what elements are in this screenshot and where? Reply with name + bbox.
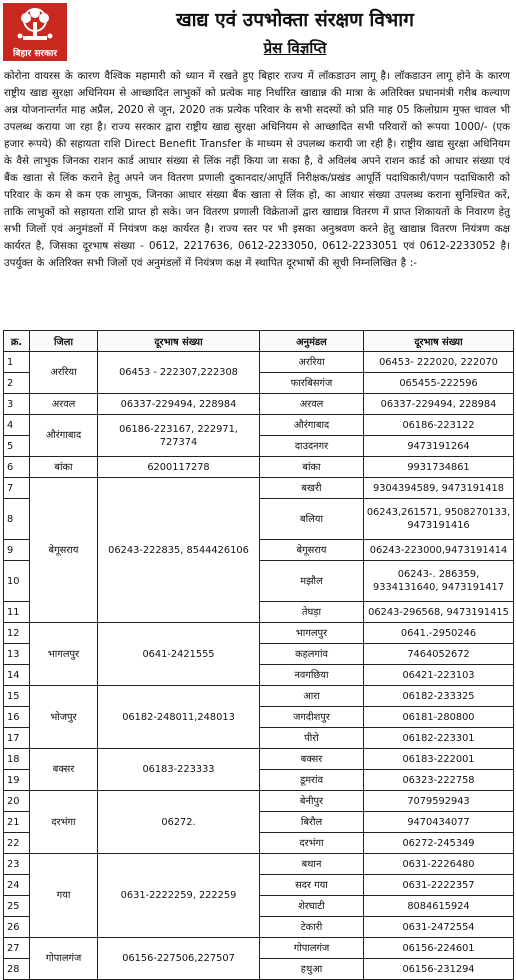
table-row <box>4 749 514 770</box>
subdivision-cell: भागलपुर <box>260 623 364 644</box>
table-row <box>4 415 514 436</box>
district-cell: अरवल <box>30 394 98 415</box>
subdivision-cell: बलिया <box>260 499 364 540</box>
district-cell: अररिया <box>30 352 98 394</box>
serial-cell: 24 <box>4 875 30 896</box>
district-phone-cell: 06156-227506,227507 <box>98 938 260 980</box>
subdivision-cell: नवगछिया <box>260 665 364 686</box>
subdivision-phone-cell: 9473191264 <box>364 436 514 457</box>
subdivision-phone-cell: 06337-229494, 228984 <box>364 394 514 415</box>
subdivision-phone-cell: 06453- 222020, 222070 <box>364 352 514 373</box>
subdivision-cell: फारबिसगंज <box>260 373 364 394</box>
subdivision-cell: डूमरांव <box>260 770 364 791</box>
serial-cell: 17 <box>4 728 30 749</box>
table-header-row <box>4 331 514 352</box>
district-phone-cell: 06183-223333 <box>98 749 260 791</box>
subdivision-cell: सदर गया <box>260 875 364 896</box>
serial-cell: 14 <box>4 665 30 686</box>
subdivision-phone-cell: 06243-223000,9473191414 <box>364 540 514 561</box>
subdivision-phone-cell: 06182-233325 <box>364 686 514 707</box>
subdivision-phone-cell: 0641.-2950246 <box>364 623 514 644</box>
bihar-government-logo <box>3 3 67 61</box>
col-header-district: जिला <box>30 331 98 352</box>
subdivision-cell: कहलगांव <box>260 644 364 665</box>
serial-cell: 21 <box>4 812 30 833</box>
subdivision-phone-cell: 9470434077 <box>364 812 514 833</box>
serial-cell: 5 <box>4 436 30 457</box>
subdivision-cell: दाउदनगर <box>260 436 364 457</box>
district-phone-cell: 06337-229494, 228984 <box>98 394 260 415</box>
col-header-subdivision: अनुमंडल <box>260 331 364 352</box>
district-cell: भोजपुर <box>30 686 98 749</box>
district-phone-cell: 06272. <box>98 791 260 854</box>
district-phone-cell: 6200117278 <box>98 457 260 478</box>
serial-cell: 10 <box>4 561 30 602</box>
subdivision-phone-cell: 065455-222596 <box>364 373 514 394</box>
district-phone-cell: 06186-223167, 222971, 727374 <box>98 415 260 457</box>
subdivision-phone-cell: 06186-223122 <box>364 415 514 436</box>
serial-cell: 8 <box>4 499 30 540</box>
subdivision-phone-cell: 06183-222001 <box>364 749 514 770</box>
table-row <box>4 938 514 959</box>
subdivision-cell: बथान <box>260 854 364 875</box>
district-cell: औरंगाबाद <box>30 415 98 457</box>
table-row <box>4 478 514 499</box>
subdivision-cell: मझौल <box>260 561 364 602</box>
subdivision-phone-cell: 8084615924 <box>364 896 514 917</box>
subdivision-cell: अररिया <box>260 352 364 373</box>
control-room-phone-table <box>3 330 514 980</box>
serial-cell: 11 <box>4 602 30 623</box>
district-phone-cell: 06243-222835, 8544426106 <box>98 478 260 623</box>
col-header-subdivision-phone: दूरभाष संख्या <box>364 331 514 352</box>
serial-cell: 26 <box>4 917 30 938</box>
col-header-serial: क्र. <box>4 331 30 352</box>
serial-cell: 20 <box>4 791 30 812</box>
subdivision-phone-cell: 06182-223301 <box>364 728 514 749</box>
subdivision-cell: बिरौल <box>260 812 364 833</box>
serial-cell: 15 <box>4 686 30 707</box>
district-cell: बक्सर <box>30 749 98 791</box>
serial-cell: 27 <box>4 938 30 959</box>
table-row <box>4 623 514 644</box>
district-phone-cell: 0641-2421555 <box>98 623 260 686</box>
district-cell: गोपालगंज <box>30 938 98 980</box>
subdivision-phone-cell: 0631-2472554 <box>364 917 514 938</box>
subdivision-phone-cell: 9931734861 <box>364 457 514 478</box>
press-release-body: कोरोना वायरस के कारण वैश्विक महामारी को ध्यान में रखते हुए बिहार राज्य में लॉकडाउन लागू है। लॉकडाउन लागू होने के कारण राष्ट्रीय खाद्य सुरक्षा अधिनियम से आच्छादित लाभुकों को प्रत्येक माह निर्धारित खाद्यान्न की मात्रा के अतिरिक्त प्रधानमंत्री गरीब कल्याण अन्न योजनान्तर्गत माह अप्रैल, 2020 से जून, 2020 तक प्रत्येक परिवार के सभी सदस्यों को प्रति माह 05 किलोग्राम मुफ्त चावल भी उपलब्ध कराया जा रहा है। राज्य सरकार द्वारा राष्ट्रीय खाद्य सुरक्षा अधिनियम से आच्छादित सभी परिवारों को रूपया 1000/- (एक हजार रूपये) की सहायता राशि Direct Benefit Transfer के माध्यम से उपलब्ध करायी जा रही है। राष्ट्रीय खाद्य सुरक्षा अधिनियम के वैसे लाभुक जिनका राशन कार्ड आधार संख्या से लिंक नहीं किया जा सका है, वे अविलंब अपने राशन कार्ड को आधार संख्या एवं बैंक खाता से लिंक कराने हेतु अपने जन वितरण प्रणाली दुकानदार/आपूर्ति निरीक्षक/प्रखंड आपूर्ति पदाधिकारी/पणन पदाधिकारी को परिवार के कम से कम एक लाभुक, जिनका आधार संख्या बैंक खाता से लिंक हो, का आधार संख्या उपलब्ध कराना सुनिश्चित करें, ताकि लाभुकों को सहायता राशि प्राप्त हो सके। जन वितरण प्रणाली विक्रेताओं द्वारा खाद्यान्न वितरण में प्राप्त शिकायतों के निवारण हेतु सभी जिलों एवं अनुमंडलों में नियंत्रण कक्ष कार्यरत है। राज्य स्तर पर भी इसका अनुश्रवण करने हेतु खाद्यान्न वितरण नियंत्रण कक्ष कार्यरत है, जिसका दूरभाष संख्या - 0612, 2217636, 0612-2233050, 0612-2233051 एवं 0612-2233052 है। उपर्युक्त के अतिरिक्त सभी जिलों एवं अनुमंडलों में नियंत्रण कक्ष में स्थापित दूरभाषों की सूची निम्नलिखित है :- <box>4 70 510 269</box>
subdivision-cell: आरा <box>260 686 364 707</box>
serial-cell: 12 <box>4 623 30 644</box>
table-row <box>4 457 514 478</box>
logo-caption: बिहार सरकार <box>12 49 58 59</box>
subdivision-phone-cell: 06243,261571, 9508270133, 9473191416 <box>364 499 514 540</box>
subdivision-cell: गोपालगंज <box>260 938 364 959</box>
subdivision-phone-cell: 7079592943 <box>364 791 514 812</box>
subdivision-cell: पीरो <box>260 728 364 749</box>
bodhi-tree-icon <box>11 6 59 46</box>
subdivision-phone-cell: 0631-2226480 <box>364 854 514 875</box>
subdivision-phone-cell: 06243-. 286359, 9334131640, 9473191417 <box>364 561 514 602</box>
subdivision-cell: शेरघाटी <box>260 896 364 917</box>
serial-cell: 22 <box>4 833 30 854</box>
subdivision-phone-cell: 06323-222758 <box>364 770 514 791</box>
district-phone-cell: 06182-248011,248013 <box>98 686 260 749</box>
subdivision-cell: बांका <box>260 457 364 478</box>
col-header-district-phone: दूरभाष संख्या <box>98 331 260 352</box>
subdivision-phone-cell: 06421-223103 <box>364 665 514 686</box>
serial-cell: 1 <box>4 352 30 373</box>
subdivision-phone-cell: 06156-231294 <box>364 959 514 980</box>
district-phone-cell: 0631-2222259, 222259 <box>98 854 260 938</box>
serial-cell: 19 <box>4 770 30 791</box>
serial-cell: 9 <box>4 540 30 561</box>
department-title: खाद्य एवं उपभोक्ता संरक्षण विभाग <box>176 9 414 31</box>
district-cell: गया <box>30 854 98 938</box>
table-row <box>4 791 514 812</box>
serial-cell: 18 <box>4 749 30 770</box>
serial-cell: 23 <box>4 854 30 875</box>
press-release-title: प्रेस विज्ञप्ति <box>263 39 327 57</box>
subdivision-cell: हथुआ <box>260 959 364 980</box>
serial-cell: 3 <box>4 394 30 415</box>
subdivision-phone-cell: 06181-280800 <box>364 707 514 728</box>
subdivision-cell: बेगूसराय <box>260 540 364 561</box>
subdivision-cell: टेकारी <box>260 917 364 938</box>
district-cell: भागलपुर <box>30 623 98 686</box>
subdivision-cell: औरंगाबाद <box>260 415 364 436</box>
header <box>0 0 516 64</box>
subdivision-cell: जगदीशपुर <box>260 707 364 728</box>
table-row <box>4 352 514 373</box>
subdivision-phone-cell: 0631-2222357 <box>364 875 514 896</box>
district-cell: बांका <box>30 457 98 478</box>
subdivision-cell: बक्सर <box>260 749 364 770</box>
table-row <box>4 394 514 415</box>
table-row <box>4 854 514 875</box>
subdivision-phone-cell: 06156-224601 <box>364 938 514 959</box>
subdivision-phone-cell: 06243-296568, 9473191415 <box>364 602 514 623</box>
serial-cell: 25 <box>4 896 30 917</box>
serial-cell: 4 <box>4 415 30 436</box>
subdivision-cell: तेघड़ा <box>260 602 364 623</box>
table-body <box>4 352 514 980</box>
serial-cell: 2 <box>4 373 30 394</box>
district-cell: बेगूसराय <box>30 478 98 623</box>
subdivision-phone-cell: 9304394589, 9473191418 <box>364 478 514 499</box>
subdivision-phone-cell: 7464052672 <box>364 644 514 665</box>
serial-cell: 28 <box>4 959 30 980</box>
table-row <box>4 686 514 707</box>
subdivision-cell: दरभंगा <box>260 833 364 854</box>
district-cell: दरभंगा <box>30 791 98 854</box>
serial-cell: 16 <box>4 707 30 728</box>
subdivision-cell: बखरी <box>260 478 364 499</box>
subdivision-cell: बेनीपुर <box>260 791 364 812</box>
district-phone-cell: 06453 - 222307,222308 <box>98 352 260 394</box>
subdivision-cell: अरवल <box>260 394 364 415</box>
serial-cell: 6 <box>4 457 30 478</box>
serial-cell: 13 <box>4 644 30 665</box>
serial-cell: 7 <box>4 478 30 499</box>
subdivision-phone-cell: 06272-245349 <box>364 833 514 854</box>
